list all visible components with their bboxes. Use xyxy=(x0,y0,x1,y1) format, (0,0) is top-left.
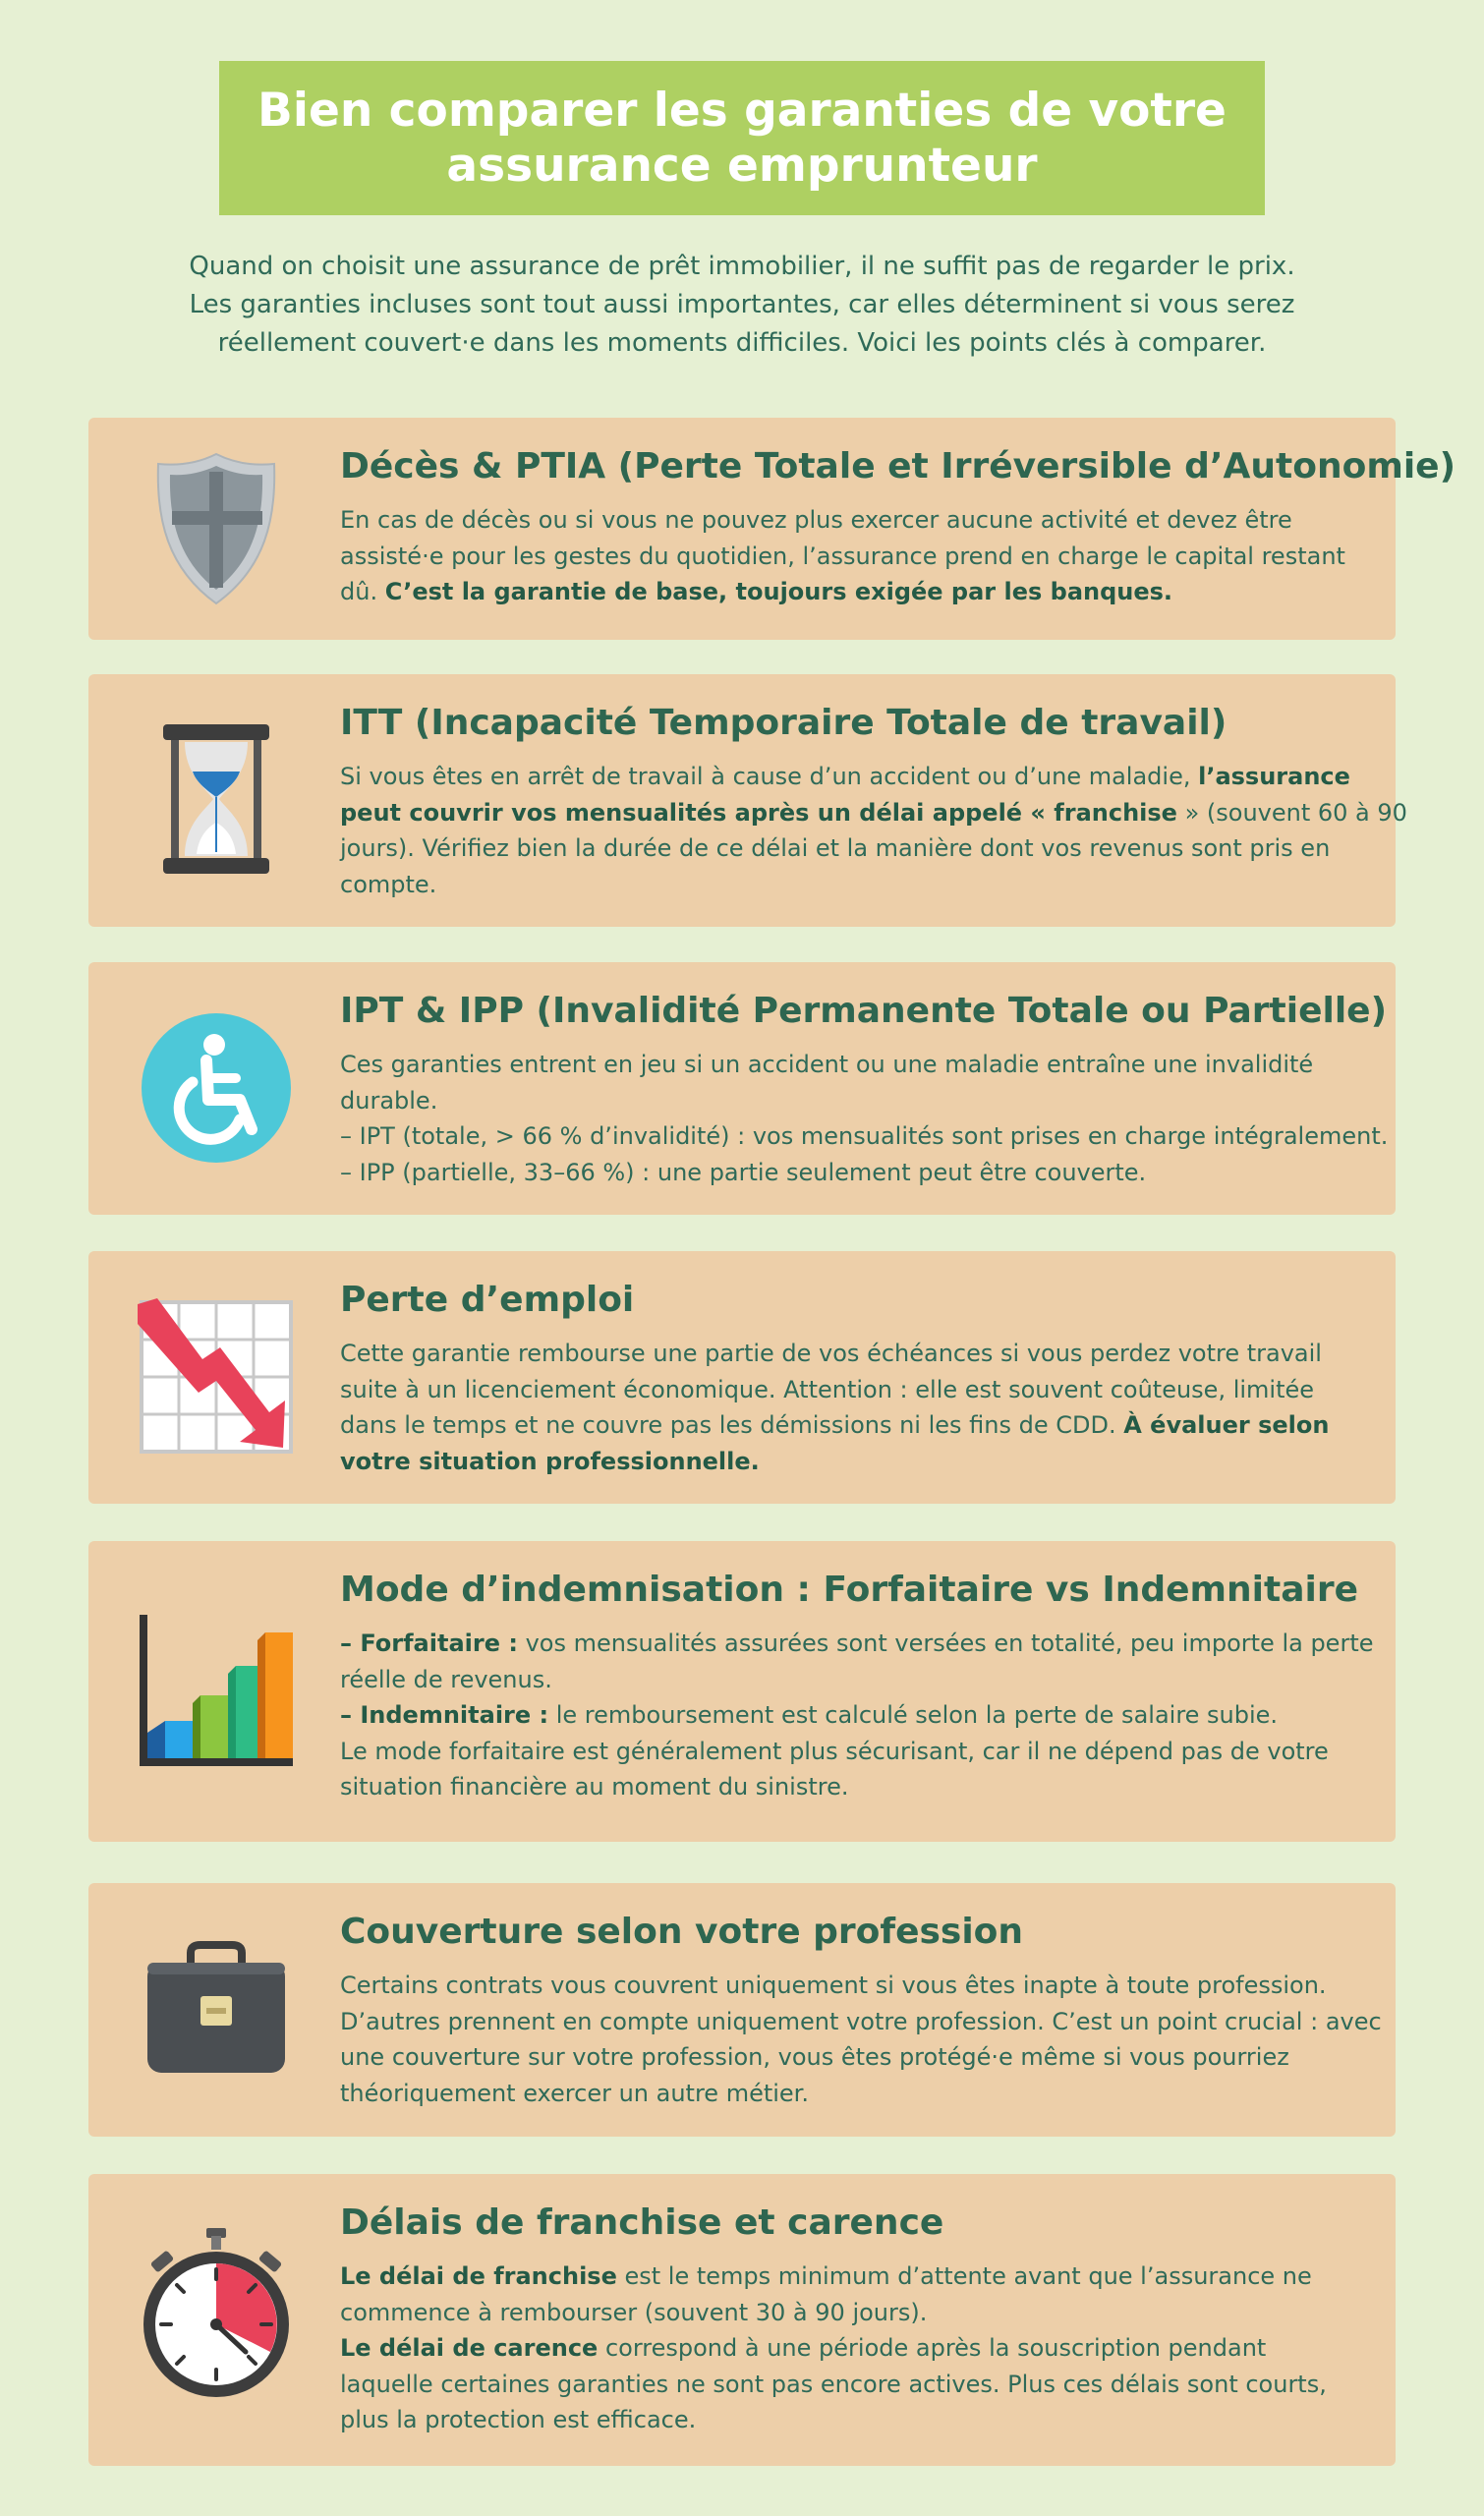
text-span: dû. xyxy=(340,578,385,605)
text-line: situation financière au moment du sinistre. xyxy=(340,1773,849,1801)
card-ipt-ipp xyxy=(88,962,1396,1215)
text-line: compte. xyxy=(340,870,437,898)
text-line: durable. xyxy=(340,1086,438,1115)
bold-text: À évaluer selon xyxy=(1123,1411,1330,1439)
card-heading: Délais de franchise et carence xyxy=(340,2202,944,2243)
text-line: réelle de revenus. xyxy=(340,1665,552,1693)
card-heading: IPT & IPP (Invalidité Permanente Totale ou Partielle) xyxy=(340,991,1388,1031)
text-line: suite à un licenciement économique. Attention : elle est souvent coûteuse, limitée xyxy=(340,1375,1315,1403)
text-line xyxy=(340,2330,1372,2367)
text-line: – IPT (totale, > 66 % d’invalidité) : vos mensualités sont prises en charge intégralement. xyxy=(340,1122,1389,1150)
text-line: – IPP (partielle, 33–66 %) : une partie seulement peut être couverte. xyxy=(340,1158,1147,1186)
bold-text: Le délai de carence xyxy=(340,2334,599,2362)
card-text xyxy=(340,1626,1372,1805)
title-line-1: Bien comparer les garanties de votre xyxy=(257,83,1227,138)
text-line: commence à rembourser (souvent 30 à 90 jours). xyxy=(340,2298,928,2326)
text-line: Certains contrats vous couvrent uniquement si vous êtes inapte à toute profession. xyxy=(340,1972,1327,1999)
text-line: Cette garantie rembourse une partie de vos échéances si vous perdez votre travail xyxy=(340,1340,1322,1367)
text-line xyxy=(340,1697,1372,1734)
text-line: En cas de décès ou si vous ne pouvez plus exercer aucune activité et devez être xyxy=(340,506,1292,534)
text-span: » (souvent 60 à 90 xyxy=(1176,798,1407,827)
card-text xyxy=(340,2259,1372,2438)
card-heading: ITT (Incapacité Temporaire Totale de travail) xyxy=(340,703,1227,743)
stopwatch-icon xyxy=(133,2231,300,2398)
text-line xyxy=(340,1407,1372,1444)
title-line-2: assurance emprunteur xyxy=(446,138,1038,193)
text-line: Ces garanties entrent en jeu si un accident ou une maladie entraîne une invalidité xyxy=(340,1051,1314,1078)
card-perte-emploi xyxy=(88,1251,1396,1504)
card-couverture-profession xyxy=(88,1883,1396,2137)
text-line: laquelle certaines garanties ne sont pas encore actives. Plus ces délais sont courts, xyxy=(340,2370,1327,2398)
title-banner xyxy=(219,61,1265,215)
text-span: correspond à une période après la souscription pendant xyxy=(598,2334,1267,2362)
bold-text: C’est la garantie de base, toujours exigée par les banques. xyxy=(384,578,1173,605)
shield-icon xyxy=(133,445,300,612)
bold-text: – Indemnitaire : xyxy=(340,1701,549,1729)
text-line xyxy=(340,2259,1372,2295)
text-line: une couverture sur votre profession, vous êtes protégé·e même si vous pourriez xyxy=(340,2043,1289,2071)
card-heading: Couverture selon votre profession xyxy=(340,1912,1024,1952)
card-text xyxy=(340,1968,1382,2111)
card-delais-franchise xyxy=(88,2174,1396,2466)
card-deces-ptia xyxy=(88,418,1456,640)
text-line xyxy=(340,795,1407,831)
bold-text: Le délai de franchise xyxy=(340,2262,617,2290)
text-line: Le mode forfaitaire est généralement plus sécurisant, car il ne dépend pas de votre xyxy=(340,1737,1329,1765)
text-line: théoriquement exercer un autre métier. xyxy=(340,2079,809,2107)
wheelchair-icon xyxy=(133,1004,300,1172)
text-span: le remboursement est calculé selon la perte de salaire subie. xyxy=(548,1701,1279,1729)
bold-text: votre situation professionnelle. xyxy=(340,1447,760,1475)
intro-line-1: Quand on choisit une assurance de prêt immobilier, il ne suffit pas de regarder le prix. xyxy=(189,252,1295,281)
text-span: Si vous êtes en arrêt de travail à cause d’un accident ou d’une maladie, xyxy=(340,763,1199,790)
text-line xyxy=(340,574,1372,610)
card-itt xyxy=(88,674,1407,927)
text-span: vos mensualités assurées sont versées en totalité, peu importe la perte xyxy=(517,1630,1374,1657)
card-mode-indemnisation xyxy=(88,1541,1396,1842)
falling-chart-icon xyxy=(133,1293,300,1460)
card-text xyxy=(340,1336,1372,1479)
text-line: jours). Vérifiez bien la durée de ce délai et la manière dont vos revenus sont pris en xyxy=(340,834,1331,862)
bold-text: l’assurance xyxy=(1198,763,1350,790)
card-heading: Mode d’indemnisation : Forfaitaire vs Indemnitaire xyxy=(340,1570,1359,1610)
intro-paragraph xyxy=(147,248,1337,363)
card-text xyxy=(340,502,1372,610)
intro-line-3: réellement couvert·e dans les moments difficiles. Voici les points clés à comparer. xyxy=(217,328,1267,358)
text-span: est le temps minimum d’attente avant que l’assurance ne xyxy=(616,2262,1312,2290)
text-line xyxy=(340,1626,1372,1662)
text-line: D’autres prennent en compte uniquement votre profession. C’est un point crucial : avec xyxy=(340,2007,1382,2035)
bold-text: peut couvrir vos mensualités après un délai appelé « franchise xyxy=(340,798,1177,827)
hourglass-icon xyxy=(133,715,300,883)
card-heading: Décès & PTIA (Perte Totale et Irréversible d’Autonomie) xyxy=(340,446,1456,486)
text-line xyxy=(340,759,1372,795)
briefcase-icon xyxy=(133,1926,300,2093)
text-line: plus la protection est efficace. xyxy=(340,2406,697,2433)
text-line xyxy=(340,1444,1372,1480)
intro-line-2: Les garanties incluses sont tout aussi importantes, car elles déterminent si vous serez xyxy=(189,290,1295,319)
card-text xyxy=(340,759,1407,902)
card-text xyxy=(340,1047,1389,1190)
text-span: dans le temps et ne couvre pas les démissions ni les fins de CDD. xyxy=(340,1411,1124,1439)
text-line: assisté·e pour les gestes du quotidien, l’assurance prend en charge le capital restant xyxy=(340,542,1345,570)
bold-text: – Forfaitaire : xyxy=(340,1630,518,1657)
bar-chart-icon xyxy=(133,1608,300,1775)
card-heading: Perte d’emploi xyxy=(340,1280,635,1320)
